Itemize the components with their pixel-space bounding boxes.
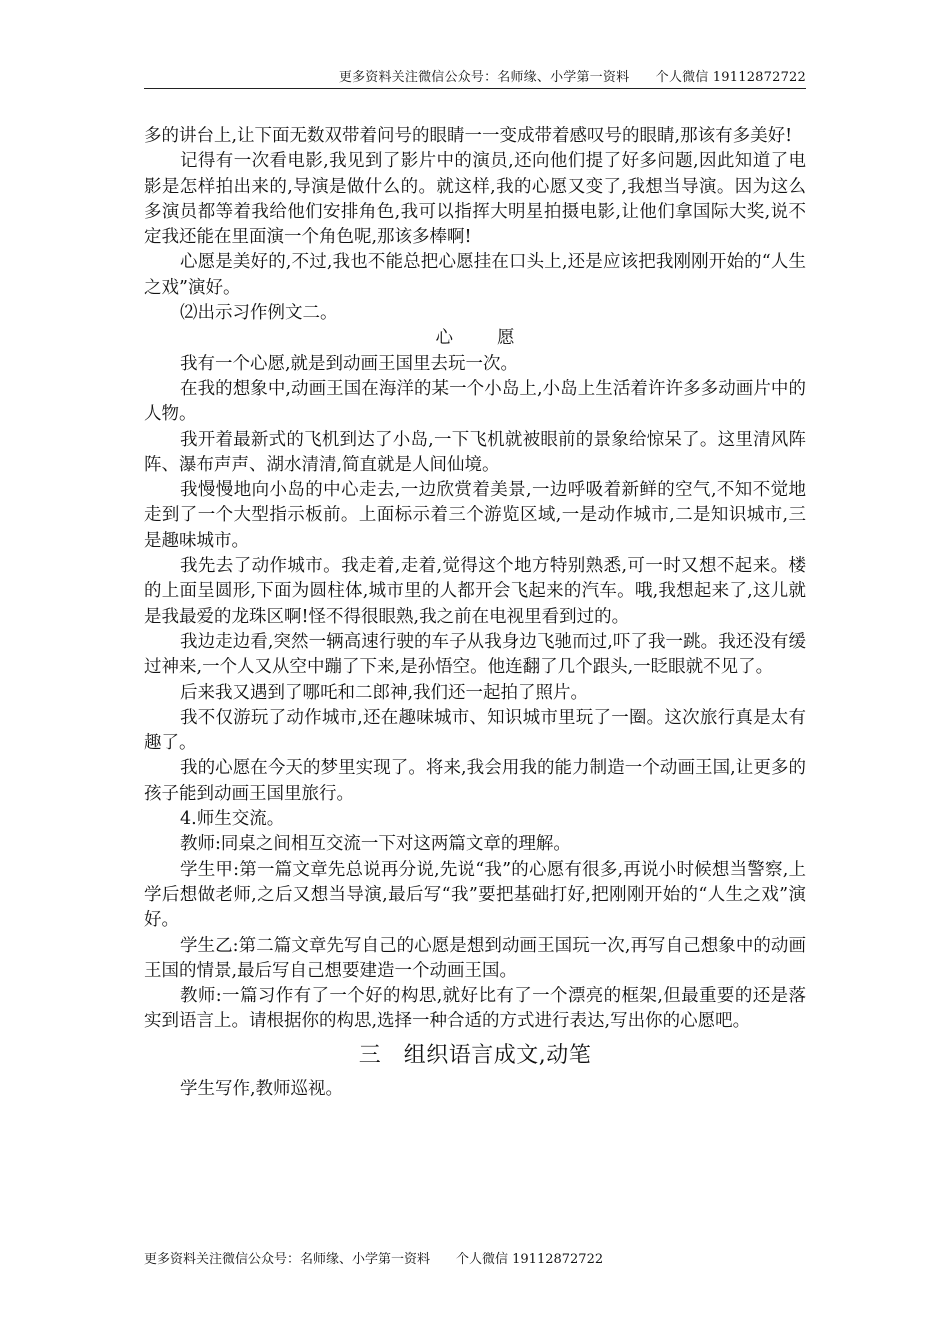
paragraph: 我开着最新式的飞机到达了小岛,一下飞机就被眼前的景象给惊呆了。这里清风阵阵、瀑布声声、湖水清清,简直就是人间仙境。 — [144, 429, 806, 475]
document-body — [144, 124, 806, 1102]
paragraph: 学生甲:第一篇文章先总说再分说,先说“我”的心愿有很多,再说小时候想当警察,上学后想做老师,之后又想当导演,最后写“我”要把基础打好,把刚刚开始的“人生之戏”演好。 — [144, 859, 806, 931]
paragraph: 在我的想象中,动画王国在海洋的某一个小岛上,小岛上生活着许许多多动画片中的人物。 — [144, 378, 806, 425]
paragraph: 学生写作,教师巡视。 — [180, 1078, 344, 1099]
paragraph: 我慢慢地向小岛的中心走去,一边欣赏着美景,一边呼吸着新鲜的空气,不知不觉地走到了一个大型指示板前。上面标示着三个游览区域,一是动作城市,二是知识城市,三是趣味城市。 — [144, 480, 806, 551]
paragraph: 教师:同桌之间相互交流一下对这两篇文章的理解。 — [180, 834, 571, 855]
paragraph: 教师:一篇习作有了一个好的构思,就好比有了一个漂亮的框架,但最重要的还是落实到语言上。请根据你的构思,选择一种合适的方式进行表达,写出你的心愿吧。 — [144, 986, 806, 1032]
paragraph: 我有一个心愿,就是到动画王国里去玩一次。 — [180, 353, 519, 374]
header-rule — [144, 88, 806, 89]
essay-title — [144, 326, 806, 351]
essay-title-char: 愿 — [497, 328, 515, 349]
paragraph: 我先去了动作城市。我走着,走着,觉得这个地方特别熟悉,可一时又想不起来。楼的上面呈圆形,下面为圆柱体,城市里的人都开会飞起来的汽车。哦,我想起来了,这儿就是我最爱的龙珠区啊!怪不得很眼熟,我之前在电视里看到过的。 — [144, 556, 806, 627]
paragraph: ⑵出示习作例文二。 — [180, 303, 338, 324]
essay-title-char: 心 — [435, 328, 453, 349]
paragraph: 4.师生交流。 — [180, 809, 285, 830]
page-header: 更多资料关注微信公众号：名师缘、小学第一资料 个人微信 19112872722 — [338, 70, 806, 85]
paragraph: 心愿是美好的,不过,我也不能总把心愿挂在口头上,还是应该把我刚刚开始的“人生之戏”演好。 — [144, 252, 806, 298]
paragraph: 我不仅游玩了动作城市,还在趣味城市、知识城市里玩了一圈。这次旅行真是太有趣了。 — [144, 707, 806, 754]
paragraph: 我边走边看,突然一辆高速行驶的车子从我身边飞驰而过,吓了我一跳。我还没有缓过神来,一个人又从空中蹦了下来,是孙悟空。他连翻了几个跟头,一眨眼就不见了。 — [144, 631, 806, 678]
paragraph: 记得有一次看电影,我见到了影片中的演员,还向他们提了好多问题,因此知道了电影是怎样拍出来的,导演是做什么的。就这样,我的心愿又变了,我想当导演。因为这么多演员都等着我给他们安排角色,我可以指挥大明星拍摄电影,让他们拿国际大奖,说不定我还能在里面演一个角色呢,那该多棒啊! — [144, 151, 806, 248]
paragraph: 后来我又遇到了哪吒和二郎神,我们还一起拍了照片。 — [180, 682, 589, 703]
page-footer: 更多资料关注微信公众号：名师缘、小学第一资料 个人微信 19112872722 — [144, 1252, 604, 1267]
paragraph: 多的讲台上,让下面无数双带着问号的眼睛一一变成带着感叹号的眼睛,那该有多美好! — [144, 126, 793, 146]
paragraph: 我的心愿在今天的梦里实现了。将来,我会用我的能力制造一个动画王国,让更多的孩子能到动画王国里旅行。 — [144, 758, 806, 804]
section-heading: 三 组织语言成文,动笔 — [358, 1042, 592, 1068]
paragraph: 学生乙:第二篇文章先写自己的心愿是想到动画王国玩一次,再写自己想象中的动画王国的情景,最后写自己想要建造一个动画王国。 — [144, 935, 806, 981]
